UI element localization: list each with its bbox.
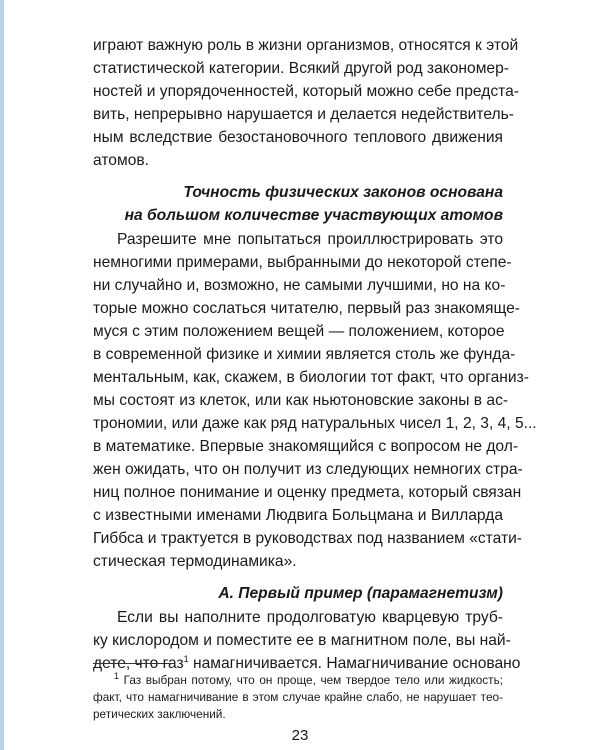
page-number: 23 bbox=[291, 727, 309, 744]
body-text: дете, что газ bbox=[93, 655, 184, 672]
body-line: атомов. bbox=[93, 152, 149, 169]
footnote-divider bbox=[93, 663, 175, 664]
footnote-line: факт, что намагничивание в этом случае крайне слабо, не нарушает тео- bbox=[93, 690, 503, 704]
section-heading: на большом количестве участвующих атомов bbox=[124, 207, 503, 224]
body-line: ниц полное понимание и оценку предмета, который связан bbox=[93, 484, 522, 501]
footnote-ref[interactable]: 1 bbox=[183, 653, 189, 664]
body-line: Если вы наполните продолговатую кварцевую труб- bbox=[117, 609, 503, 626]
body-text: намагничивается. Намагничивание основано bbox=[188, 655, 521, 672]
body-line: торые можно сослаться читателю, первый раз знакомяще- bbox=[93, 300, 520, 317]
body-line: статистической категории. Всякий другой род закономер- bbox=[93, 60, 509, 77]
body-line: в математике. Впервые знакомящийся с вопросом не дол- bbox=[93, 438, 519, 455]
page-edge-accent bbox=[0, 0, 4, 750]
body-line: Гиббса и трактуется в руководствах под названием «стати- bbox=[93, 530, 523, 547]
body-line: играют важную роль в жизни организмов, относятся к этой bbox=[93, 37, 519, 54]
footnote-line bbox=[114, 672, 503, 689]
body-line: ным вследствие безостановочного теплового движения bbox=[93, 129, 503, 146]
body-line: ностей и упорядоченностей, который можно себе предста- bbox=[93, 83, 519, 100]
body-line: ку кислородом и поместите ее в магнитном поле, вы най- bbox=[93, 632, 511, 649]
section-heading: Точность физических законов основана bbox=[183, 184, 503, 201]
footnote-marker: 1 bbox=[114, 671, 120, 682]
body-line: трономии, или даже как ряд натуральных чисел 1, 2, 3, 4, 5... bbox=[93, 415, 537, 432]
section-heading: А. Первый пример (парамагнетизм) bbox=[218, 585, 503, 602]
footnote-line: ретических заключений. bbox=[93, 707, 226, 721]
body-line: ментальным, как, скажем, в биологии тот факт, что организ- bbox=[93, 369, 529, 386]
body-line: жен ожидать, что он получит из следующих немногих стра- bbox=[93, 461, 523, 478]
body-line: с известными именами Людвига Больцмана и Вилларда bbox=[93, 507, 503, 524]
body-line: ни случайно и, возможно, не самыми лучшими, но на ко- bbox=[93, 277, 506, 294]
footnote-text: Газ выбран потому, что он проще, чем твердое тело или жидкость; bbox=[119, 673, 503, 687]
body-line: мы состоят из клеток, или как ньютоновские законы в ас- bbox=[93, 392, 509, 409]
body-line: немногими примерами, выбранными до некоторой степе- bbox=[93, 254, 512, 271]
body-line: муся с этим положением вещей — положением, которое bbox=[93, 323, 505, 340]
body-line: в современной физике и химии является столь же фунда- bbox=[93, 346, 516, 363]
body-line: вить, непрерывно нарушается и делается недействитель- bbox=[93, 106, 514, 123]
body-line: Разрешите мне попытаться проиллюстрировать это bbox=[117, 231, 503, 248]
body-line: стическая термодинамика». bbox=[93, 553, 297, 570]
